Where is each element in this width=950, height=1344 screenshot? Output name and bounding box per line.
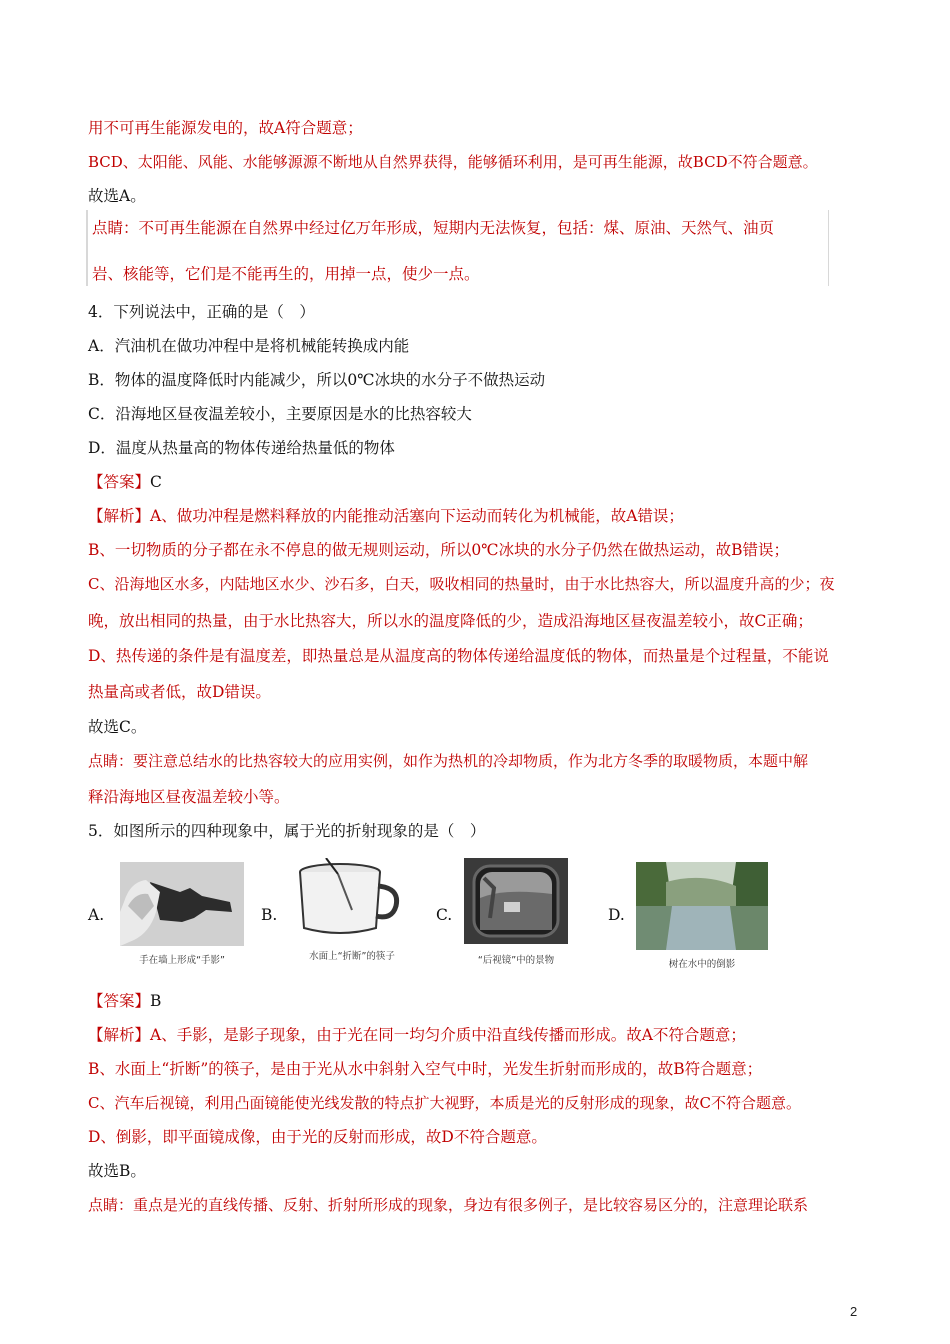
- q5-note-line: 点睛：重点是光的直线传播、反射、折射所形成的现象，身边有很多例子，是比较容易区分的，注意理论联系: [88, 1196, 809, 1214]
- q4-analysis-line: 热量高或者低，故D错误。: [88, 683, 271, 701]
- q5-option-d-letter: D.: [608, 906, 625, 924]
- choice-line: 故选B。: [88, 1162, 146, 1180]
- q4-analysis-line: B、一切物质的分子都在永不停息的做无规则运动，所以0℃冰块的水分子仍然在做热运动，故B错误；: [88, 541, 789, 559]
- hand-shadow-image: [120, 862, 244, 946]
- answer-value: B: [150, 992, 162, 1010]
- q5-option-c-letter: C.: [436, 906, 453, 924]
- choice-line: 故选C。: [88, 718, 147, 736]
- rearview-mirror-image: [464, 858, 568, 944]
- q5-option-d-caption: 树在水中的倒影: [668, 959, 736, 970]
- analysis-line: BCD、太阳能、风能、水能够源源不断地从自然界获得，能够循环利用，是可再生能源，故BCD不符合题意。: [88, 153, 818, 171]
- question-5-stem: 5．如图所示的四种现象中，属于光的折射现象的是（ ）: [88, 822, 486, 840]
- analysis-line: 用不可再生能源发电的，故A符合题意；: [88, 119, 363, 137]
- chopsticks-cup-image: [290, 858, 408, 938]
- answer-tag: 【答案】: [88, 992, 151, 1010]
- q4-option-d: D．温度从热量高的物体传递给热量低的物体: [88, 439, 395, 457]
- note-line: 点睛：不可再生能源在自然界中经过亿万年形成，短期内无法恢复，包括：煤、原油、天然气、油页: [92, 219, 775, 237]
- q4-note-line: 点睛：要注意总结水的比热容较大的应用实例，如作为热机的冷却物质，作为北方冬季的取暖物质，本题中解: [88, 752, 809, 770]
- q4-option-c: C．沿海地区昼夜温差较小，主要原因是水的比热容较大: [88, 405, 472, 423]
- analysis-tag: 【解析】: [88, 1026, 151, 1044]
- answer-value: C: [150, 473, 162, 491]
- analysis-text: A、手影，是影子现象，由于光在同一均匀介质中沿直线传播而形成。故A不符合题意；: [150, 1026, 746, 1044]
- q4-analysis-line: 晚，放出相同的热量，由于水比热容大，所以水的温度降低的少，造成沿海地区昼夜温差较小，故C正确；: [88, 612, 813, 630]
- q4-analysis-line: [88, 506, 866, 526]
- q4-analysis-line: D、热传递的条件是有温度差，即热量总是从温度高的物体传递给温度低的物体，而热量是个过程量，不能说: [88, 647, 829, 665]
- q4-answer: [88, 472, 866, 492]
- q5-analysis-line: B、水面上“折断”的筷子，是由于光从水中斜射入空气中时，光发生折射而形成的，故B符合题意；: [88, 1060, 763, 1078]
- q5-analysis-line: D、倒影，即平面镜成像，由于光的反射而形成，故D不符合题意。: [88, 1128, 547, 1146]
- q4-option-a: A．汽油机在做功冲程中是将机械能转换成内能: [88, 337, 410, 355]
- q5-option-b-caption: 水面上“折断”的筷子: [309, 951, 395, 962]
- q5-option-c-caption: “后视镜”中的景物: [477, 955, 555, 966]
- q5-analysis-line: [88, 1025, 866, 1045]
- analysis-text: A、做功冲程是燃料释放的内能推动活塞向下运动而转化为机械能，故A错误；: [150, 507, 684, 525]
- q4-analysis-line: C、沿海地区水多，内陆地区水少、沙石多，白天，吸收相同的热量时，由于水比热容大，所以温度升高的少；夜: [88, 575, 835, 593]
- note-line: 岩、核能等，它们是不能再生的，用掉一点，使少一点。: [92, 265, 480, 283]
- note-box: [86, 210, 829, 286]
- q5-option-a-caption: 手在墙上形成“手影”: [139, 955, 225, 966]
- analysis-tag: 【解析】: [88, 507, 151, 525]
- q4-note-line: 释沿海地区昼夜温差较小等。: [88, 788, 290, 806]
- tree-reflection-image: [636, 862, 768, 950]
- answer-tag: 【答案】: [88, 473, 151, 491]
- q5-analysis-line: C、汽车后视镜，利用凸面镜能使光线发散的特点扩大视野，本质是光的反射形成的现象，故C不符合题意。: [88, 1094, 801, 1112]
- q4-option-b: B．物体的温度降低时内能减少，所以0℃冰块的水分子不做热运动: [88, 371, 546, 389]
- q5-option-b-letter: B.: [261, 906, 278, 924]
- q5-answer: [88, 991, 866, 1011]
- q5-option-a-letter: A.: [88, 906, 105, 924]
- choice-line: 故选A。: [88, 187, 146, 205]
- page-number: 2: [850, 1304, 858, 1319]
- question-4-stem: 4．下列说法中，正确的是（ ）: [88, 303, 315, 321]
